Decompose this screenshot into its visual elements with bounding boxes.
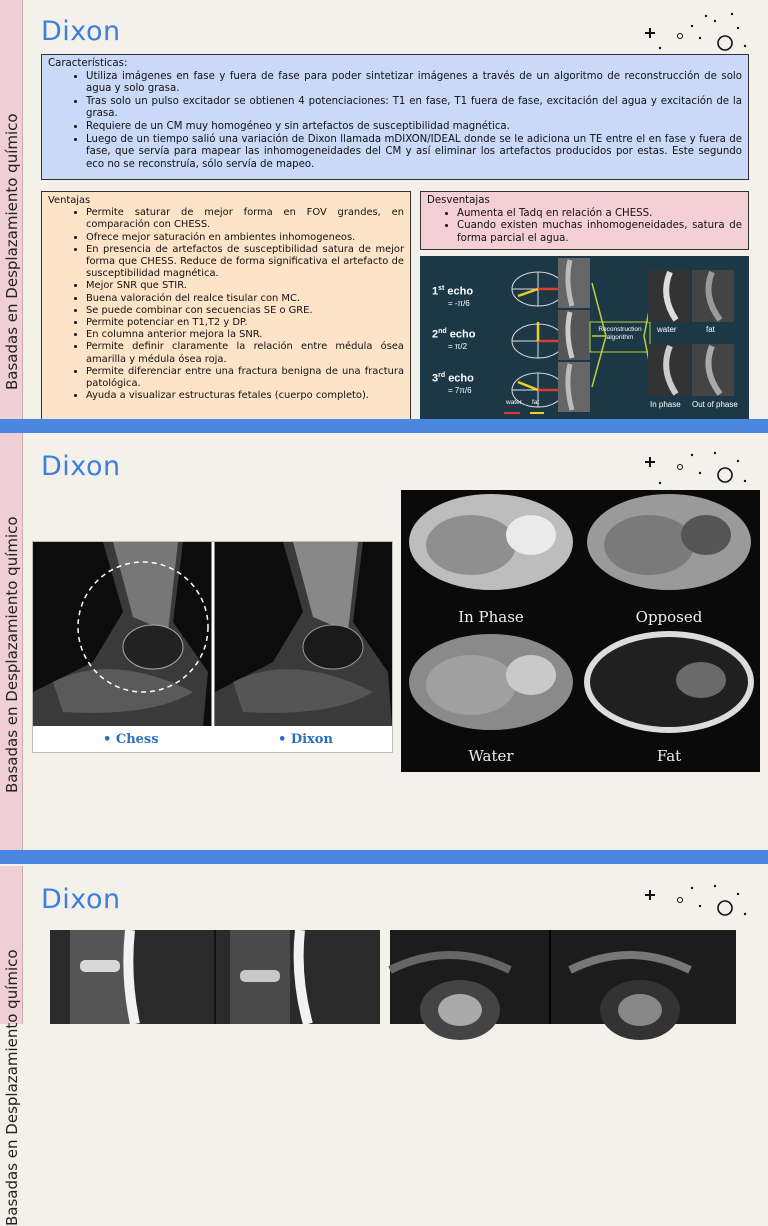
list-item: • Utiliza imágenes en fase y fuera de fase para poder sintetizar imágenes a través de un algoritmo de reconstrucción de solo agua y solo grasa.: [86, 71, 742, 96]
advantages-box: [41, 191, 411, 423]
decorative-doodle-icon: [640, 878, 760, 928]
ankle-comparison-image: [32, 541, 393, 753]
abdomen-label-opposed: Opposed: [635, 608, 703, 626]
echo-phase: = 7π/6: [448, 385, 472, 395]
spine-mri-graphics: [50, 930, 380, 1024]
side-label: Basadas en Desplazamiento químico: [3, 113, 21, 390]
slide-title: Dixon: [41, 884, 121, 915]
output-fat-label: fat: [706, 325, 715, 334]
side-label: Basadas en Desplazamiento químico: [3, 949, 21, 1226]
disadvantages-list: [427, 208, 742, 246]
list-item: • Luego de un tiempo salió una variación de Dixon llamada mDIXON/IDEAL donde se le adiciona un TE entre el en fase y fuera de fase, que servía para mapear las inhomogeneidades del CM y así eliminar los artefactos producidos por estas. Este segundo eco no se reconstruía, sólo servía de mapeo.: [86, 134, 742, 172]
characteristics-list: [48, 71, 742, 172]
output-water-label: water: [657, 325, 677, 334]
abdomen-label-in-phase: In Phase: [458, 608, 524, 626]
list-item: • En presencia de artefactos de susceptibilidad satura de mejor forma que CHESS. Reduce de forma significativa el artefacto de susceptibilidad magnética.: [86, 244, 404, 281]
output-in-phase-label: In phase: [650, 400, 681, 409]
characteristics-box: [41, 54, 749, 180]
side-tab: [0, 0, 23, 433]
echo-phase: = -π/6: [448, 298, 470, 308]
list-item: • Buena valoración del realce tisular con MC.: [86, 293, 404, 305]
list-item: • Permite definir claramente la relación entre médula ósea amarilla y médula ósea roja.: [86, 341, 404, 365]
list-item: • Tras solo un pulso excitador se obtienen 4 potenciaciones: T1 en fase, T1 fuera de fase, excitación del agua y excitación de la grasa.: [86, 96, 742, 121]
echo-phase: = π/2: [448, 341, 468, 351]
abdomen-label-water: Water: [468, 747, 514, 765]
list-item: • Cuando existen muchas inhomogeneidades, satura de forma parcial el agua.: [457, 220, 742, 245]
divider-stripe: [0, 419, 768, 433]
slide-1: [0, 0, 768, 433]
legend-water: water: [506, 399, 522, 406]
list-item: • Mejor SNR que STIR.: [86, 280, 404, 292]
advantages-heading: Ventajas: [48, 195, 91, 206]
reconstruction-label: Reconstruction algorithm: [598, 326, 642, 341]
list-item: • Se puede combinar con secuencias SE o GRE.: [86, 305, 404, 317]
echo-label-1: 1st echo = -π/6: [432, 285, 474, 308]
side-label: Basadas en Desplazamiento químico: [3, 516, 21, 793]
slide-title: Dixon: [41, 16, 121, 47]
slide-3: [0, 866, 768, 1226]
ankle-label-dixon: • Dixon: [278, 732, 333, 747]
decorative-doodle-icon: [640, 445, 760, 495]
abdomen-dixon-image: [401, 490, 760, 772]
side-tab: [0, 433, 23, 850]
slide-title: Dixon: [41, 451, 121, 482]
side-tab: [0, 866, 23, 1226]
advantages-list: [48, 207, 404, 402]
list-item: • Ayuda a visualizar estructuras fetales (cuerpo completo).: [86, 390, 404, 402]
echo-label-3: 3rd echo = 7π/6: [432, 372, 474, 395]
characteristics-heading: Características:: [48, 58, 128, 69]
list-item: • Permite potenciar en T1,T2 y DP.: [86, 317, 404, 329]
knee-mri-graphics: [390, 930, 736, 1024]
slide-2: [0, 433, 768, 850]
dixon-diagram: [420, 256, 749, 422]
disadvantages-box: [420, 191, 749, 250]
legend-fat: fat: [532, 399, 540, 406]
list-item: • En columna anterior mejora la SNR.: [86, 329, 404, 341]
list-item: • Permite diferenciar entre una fractura benigna de una fractura patológica.: [86, 366, 404, 390]
divider-stripe: [0, 850, 768, 864]
abdomen-mri-graphics: [401, 490, 760, 772]
disadvantages-heading: Desventajas: [427, 195, 490, 206]
list-item: • Permite saturar de mejor forma en FOV grandes, en comparación con CHESS.: [86, 207, 404, 231]
knee-mri-image: [390, 930, 736, 1024]
decorative-doodle-icon: [640, 6, 760, 56]
output-out-phase-label: Out of phase: [692, 400, 738, 409]
list-item: • Requiere de un CM muy homogéneo y sin artefactos de susceptibilidad magnética.: [86, 121, 742, 134]
list-item: • Ofrece mejor saturación en ambientes inhomogeneos.: [86, 232, 404, 244]
list-item: • Aumenta el Tadq en relación a CHESS.: [457, 208, 742, 221]
spine-mri-image: [50, 930, 380, 1024]
abdomen-label-fat: Fat: [656, 747, 682, 765]
echo-label-2: 2nd echo = π/2: [432, 328, 476, 351]
ankle-label-chess: • Chess: [103, 732, 159, 747]
ankle-mri-graphics: [33, 542, 392, 726]
